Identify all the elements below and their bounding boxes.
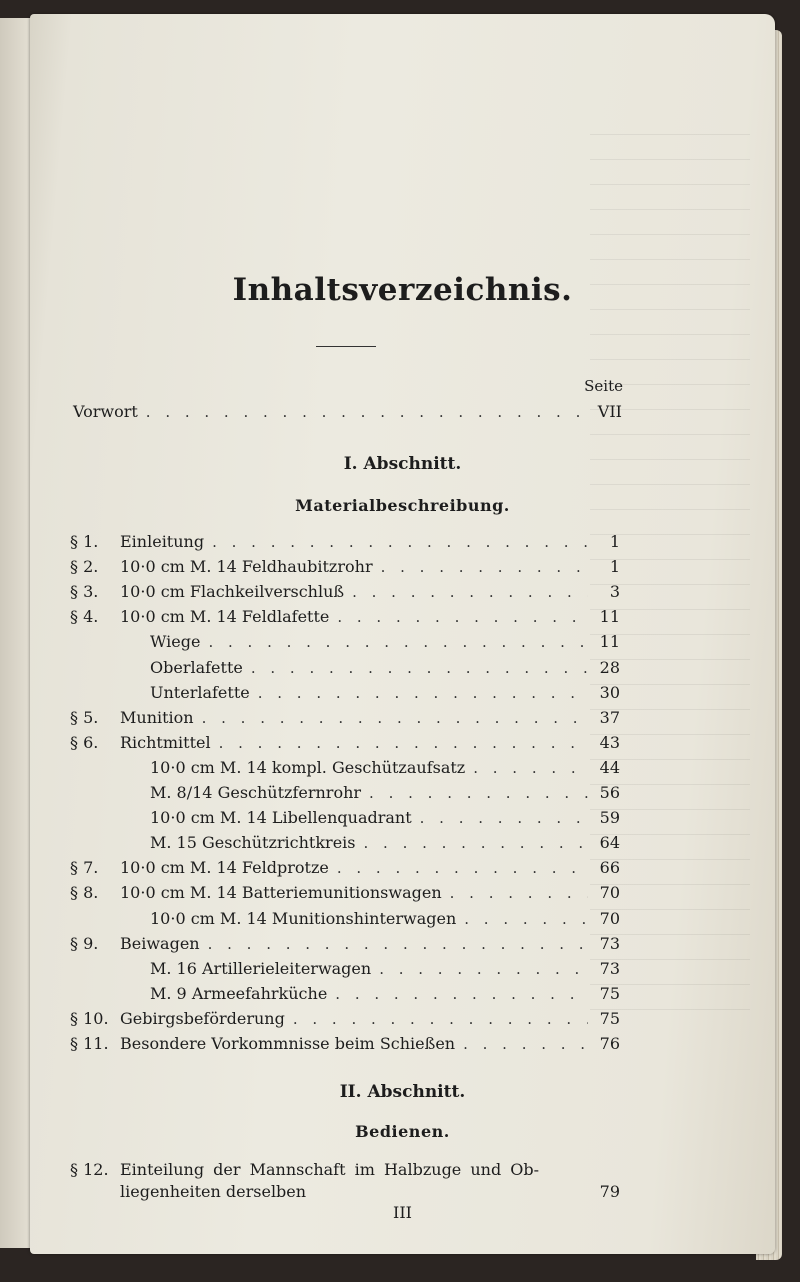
toc-entry [70,631,620,653]
toc-entry [70,682,620,704]
leader-dots [463,1033,588,1055]
toc-entry-para: § 2. [70,557,99,577]
section-1-heading: I. Abschnitt. [343,454,462,474]
leader-dots [364,832,589,854]
toc-entry-label: M. 8/14 Geschützfernrohr [150,783,362,802]
toc-entry [70,983,620,1005]
leader-dots [369,782,588,804]
toc-entry-para: § 11. [70,1034,109,1053]
toc-entry-label: Vorwort [73,402,138,421]
leader-dots [202,707,588,729]
toc-entry-label: Wiege [150,632,201,652]
leader-dots [208,631,588,653]
toc-entry-page: 76 [599,1034,620,1053]
toc-entry [70,581,620,603]
toc-entry-page: 70 [599,908,620,928]
toc-entry-label: M. 9 Armeefahrküche [150,983,328,1003]
leader-dots [258,682,588,704]
toc-entry-para: § 9. [70,933,99,953]
toc-entry [70,606,620,628]
toc-entry-label: 10·0 cm M. 14 Munitionshinterwagen [150,908,457,928]
toc-entry [70,657,620,679]
leader-dots [208,933,588,955]
toc-entry-vorwort [73,401,622,423]
toc-entry-label: Beiwagen [120,933,200,953]
title-rule [316,346,376,347]
toc-entry-para: § 6. [70,732,99,752]
toc-entry-page: 64 [599,833,620,853]
toc-entry-label: 10·0 cm M. 14 Feldhaubitzrohr [120,557,373,577]
toc-entry-page: 70 [599,883,620,903]
toc-entry-page: 3 [609,582,620,602]
toc-entry [70,757,620,779]
toc-entry-label: Einleitung [120,532,205,551]
leader-dots [212,531,588,553]
leader-dots [293,1008,588,1030]
toc-entry-para: § 5. [70,707,99,727]
leader-dots [335,983,588,1005]
toc-entry [70,1033,620,1055]
toc-entry-para: § 10. [70,1008,109,1028]
toc-entry [70,857,620,879]
leader-dots [337,606,588,628]
leader-dots [352,581,588,603]
toc-entry-label-line-1: Einteilung der Mannschaft im Halbzuge und Ob- [120,1160,540,1179]
toc-entry-label: Richtmittel [120,732,211,752]
toc-entry-page: 73 [599,958,620,978]
toc-entry-page: 66 [599,858,620,878]
toc-entry-para: § 12. [70,1160,109,1179]
seite-column-label: Seite [584,377,623,395]
toc-entry-page: 28 [599,657,620,677]
toc-entry-label: M. 15 Geschützrichtkreis [150,833,356,853]
section-1-subheading: Materialbeschreibung. [295,496,510,515]
toc-entry-para: § 1. [70,532,99,551]
toc-entry-page: 44 [599,757,620,777]
leader-dots [420,807,588,829]
toc-entry [70,908,620,930]
toc-entry-page: 11 [599,632,620,652]
toc-entry [70,807,620,829]
toc-entry-page: 43 [599,732,620,752]
toc-entry-page: 73 [599,933,620,953]
leader-dots [219,732,588,754]
section-2-subheading: Bedienen. [355,1122,450,1141]
toc-entry-label: Besondere Vorkommnisse beim Schießen [120,1034,456,1053]
toc-entry [70,832,620,854]
toc-entry-label: 10·0 cm M. 14 Libellenquadrant [150,808,412,828]
leader-dots [379,958,588,980]
toc-entry-label: M. 16 Artillerieleiterwagen [150,958,372,978]
toc-entry-label: 10·0 cm M. 14 Batteriemunitionswagen [120,883,442,903]
toc-entry-label-line-2: liegenheiten derselben [120,1182,307,1201]
toc-entry [70,958,620,980]
toc-entry-page: 59 [599,808,620,828]
toc-entry [70,556,620,578]
toc-entry-page: 37 [599,707,620,727]
leader-dots [251,657,588,679]
leader-dots [450,882,588,904]
toc-entry-page: 79 [599,1182,620,1201]
page-folio: III [393,1203,412,1222]
leader-dots [146,401,590,423]
toc-entry-label: Munition [120,707,194,727]
toc-entry [70,732,620,754]
leader-dots [473,757,588,779]
toc-entry-label: Oberlafette [150,657,243,677]
toc-entry-page: 56 [599,783,620,802]
toc-entry [70,707,620,729]
toc-entry-para: § 3. [70,582,99,602]
toc-entry [70,531,620,553]
leader-dots [464,908,588,930]
toc-entry [70,1008,620,1030]
toc-entry-label: 10·0 cm Flachkeilverschluß [120,582,345,602]
toc-entry-para: § 4. [70,607,99,627]
toc-entry-12 [70,1159,620,1207]
toc-entry-page: 75 [599,983,620,1003]
toc-entry-page: 1 [609,557,620,577]
toc-entry-para: § 8. [70,883,99,903]
toc-entry-page: VII [597,402,622,421]
toc-entry-para: § 7. [70,858,99,878]
toc-entry-label: 10·0 cm M. 14 kompl. Geschützaufsatz [150,757,466,777]
toc-entry-page: 11 [599,607,620,627]
toc-entry-page: 1 [609,532,620,551]
book-page [30,14,775,1254]
toc-entry-label: Gebirgsbeförderung [120,1008,285,1028]
toc-entry [70,882,620,904]
toc-entry-page: 75 [599,1008,620,1028]
leader-dots [381,556,588,578]
toc-entry-label: Unterlafette [150,682,250,702]
leader-dots [337,857,588,879]
toc-entry-label: 10·0 cm M. 14 Feldlafette [120,607,330,627]
toc-entry-page: 30 [599,682,620,702]
page-title: Inhaltsverzeichnis. [232,272,573,308]
toc-entry [70,933,620,955]
toc-entry [70,782,620,804]
toc-entry-label: 10·0 cm M. 14 Feldprotze [120,858,329,878]
section-2-heading: II. Abschnitt. [339,1082,466,1102]
